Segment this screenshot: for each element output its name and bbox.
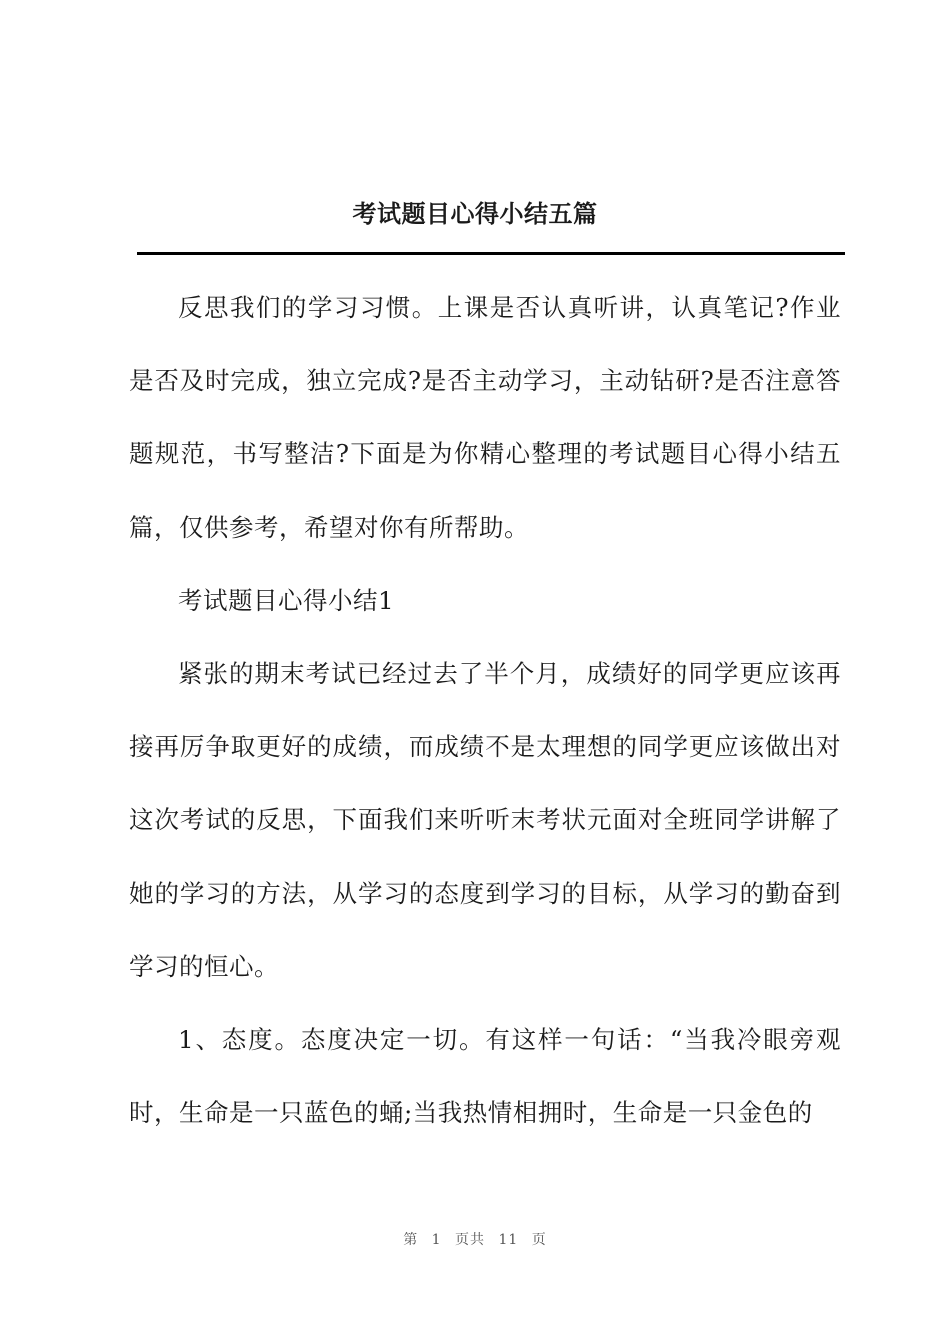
footer-total-pages: 11: [498, 1232, 519, 1248]
footer-current-page: 1: [431, 1232, 442, 1248]
footer-label-total-suffix: 页: [531, 1232, 547, 1248]
footer-label-total-prefix: 页共: [455, 1232, 486, 1248]
intro-paragraph: 反思我们的学习习惯。上课是否认真听讲，认真笔记?作业是否及时完成，独立完成?是否主动学习，主动钻研?是否注意答题规范，书写整洁?下面是为你精心整理的考试题目心得小结五篇，仅供参考，希望对你有所帮助。: [129, 293, 841, 542]
document-title: 考试题目心得小结五篇: [352, 200, 598, 228]
page-footer: [0, 1229, 950, 1249]
footer-label-page: 第: [403, 1232, 419, 1248]
title-underline: [137, 252, 845, 255]
body-paragraph: 1、态度。态度决定一切。有这样一句话：“当我冷眼旁观时，生命是一只蓝色的蛹;当我热情相拥时，生命是一只金色的: [129, 1025, 841, 1128]
document-body: [129, 271, 841, 1149]
body-paragraph: 紧张的期末考试已经过去了半个月，成绩好的同学更应该再接再厉争取更好的成绩，而成绩不是太理想的同学更应该做出对这次考试的反思，下面我们来听听末考状元面对全班同学讲解了她的学习的方法，从学习的态度到学习的目标，从学习的勤奋到学习的恒心。: [129, 659, 841, 981]
section-heading: 考试题目心得小结1: [178, 585, 395, 615]
